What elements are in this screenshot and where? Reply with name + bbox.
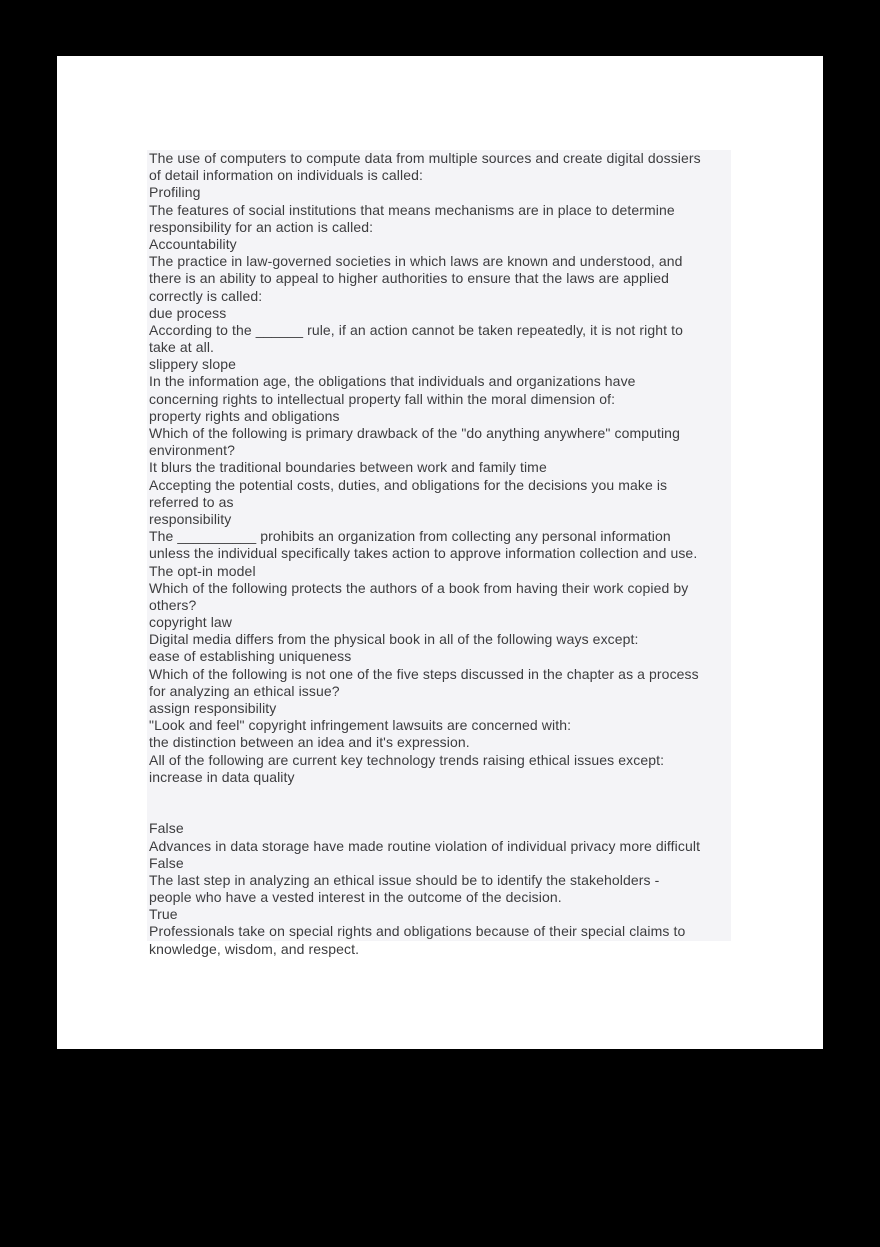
text-line: referred to as [149, 493, 234, 510]
text-line: responsibility for an action is called: [149, 218, 374, 235]
answer-key-text [147, 150, 731, 958]
text-line: others? [149, 596, 197, 613]
text-line: due process [149, 304, 227, 321]
text-line [147, 803, 731, 820]
text-line: knowledge, wisdom, and respect. [149, 940, 360, 957]
text-line: "Look and feel" copyright infringement lawsuits are concerned with: [149, 717, 572, 734]
text-line: increase in data quality [149, 768, 295, 785]
text-line: False [149, 854, 184, 871]
text-line [147, 786, 731, 803]
text-line: Professionals take on special rights and obligations because of their special claims to [149, 923, 686, 940]
text-line: copyright law [149, 614, 233, 631]
trailing-text-block [147, 941, 731, 958]
text-line: The practice in law-governed societies in which laws are known and understood, and [149, 253, 683, 270]
text-line: Which of the following is not one of the five steps discussed in the chapter as a process [149, 665, 699, 682]
text-line: environment? [149, 442, 236, 459]
text-line: property rights and obligations [149, 407, 340, 424]
document-page [57, 56, 823, 1049]
text-line: Advances in data storage have made routine violation of individual privacy more difficult [149, 837, 701, 854]
text-line: True [149, 906, 178, 923]
text-line: The use of computers to compute data from multiple sources and create digital dossiers [149, 150, 701, 166]
text-line: In the information age, the obligations that individuals and organizations have [149, 373, 636, 390]
text-line: there is an ability to appeal to higher authorities to ensure that the laws are applied [149, 270, 670, 287]
text-line: people who have a vested interest in the outcome of the decision. [149, 889, 562, 906]
text-line: Profiling [149, 184, 201, 201]
text-line: assign responsibility [149, 700, 277, 716]
text-line: The features of social institutions that means mechanisms are in place to determine [149, 201, 675, 218]
text-line: slippery slope [149, 356, 236, 373]
text-line: the distinction between an idea and it's expression. [149, 734, 470, 751]
text-line: concerning rights to intellectual property fall within the moral dimension of: [149, 390, 616, 407]
text-line: ease of establishing uniqueness [149, 648, 352, 665]
text-line: Which of the following protects the authors of a book from having their work copied by [149, 579, 689, 596]
text-line: False [149, 820, 184, 837]
text-line: Accountability [149, 235, 237, 252]
text-line: responsibility [149, 510, 232, 527]
text-line: The last step in analyzing an ethical issue should be to identify the stakeholders - [149, 871, 660, 888]
text-line: correctly is called: [149, 287, 263, 304]
text-line: Which of the following is primary drawback of the "do anything anywhere" computing [149, 425, 680, 441]
text-line: of detail information on individuals is called: [149, 167, 423, 184]
text-line: Digital media differs from the physical book in all of the following ways except: [149, 631, 639, 648]
text-line: The opt-in model [149, 562, 256, 579]
text-line: The __________ prohibits an organization from collecting any personal information [149, 528, 671, 545]
text-line: unless the individual specifically takes action to approve information collection and use. [149, 545, 698, 562]
text-line: take at all. [149, 339, 215, 356]
highlighted-text-block [147, 150, 731, 941]
text-line: It blurs the traditional boundaries between work and family time [149, 459, 547, 476]
text-line: According to the ______ rule, if an action cannot be taken repeatedly, it is not right to [149, 321, 683, 338]
text-line: All of the following are current key technology trends raising ethical issues except: [149, 751, 665, 768]
text-line: Accepting the potential costs, duties, and obligations for the decisions you make is [149, 476, 668, 493]
text-line: for analyzing an ethical issue? [149, 682, 340, 699]
